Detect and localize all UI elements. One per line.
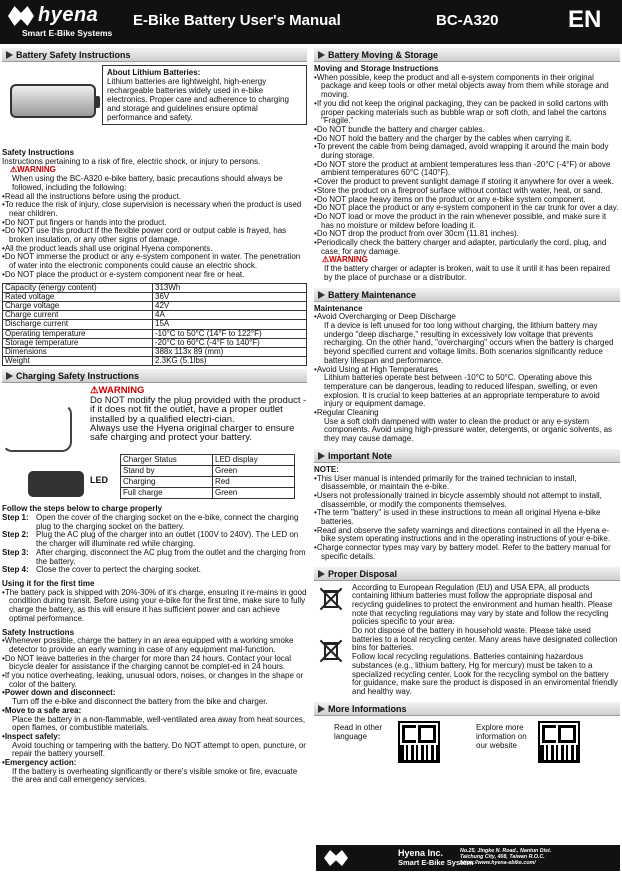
table-cell: Operating temperature xyxy=(3,329,153,338)
crossed-bin-icon xyxy=(316,584,346,614)
charger-cord-image xyxy=(2,404,72,452)
footer-address xyxy=(460,848,551,867)
moving-warning-text: If the battery charger or adapter is broken, wait to use it until it has been repaired by the place of purchase or a distributor. xyxy=(324,264,610,282)
charging-warning-text-2: Always use the Hyena original charger to ensure safe charging and protect your battery. xyxy=(90,423,295,444)
inspect-text: Avoid touching or tampering with the battery. Do NOT attempt to open, puncture, or repair the battery yourself. xyxy=(12,740,306,759)
list-item: • Do NOT place the product or e-system component near fire or heat. xyxy=(2,271,307,280)
charging-safety-title: Safety Instructions xyxy=(2,627,75,637)
list-item: • Do NOT immerse the product or any e-system component in water. The penetration of water into the electronic components could cause an electric shock. xyxy=(2,253,307,270)
list-item: Step 1: Open the cover of the charging socket on the e-bike, connect the charging plug to the charging socket on the battery. xyxy=(2,513,299,531)
warning-intro: When using the BC-A320 e-bike battery, basic precautions should always be followed, including the following: xyxy=(12,174,283,192)
section-heading-charging: Charging Safety Instructions xyxy=(2,369,307,383)
list-item: • Do NOT leave batteries in the charger for more than 24 hours. Contact your local bicycle dealer for assistance if the charging cannot be complet-ed in 24 hours. xyxy=(2,655,307,672)
moving-subtitle: Moving and Storage Instructions xyxy=(314,64,439,73)
charger-block xyxy=(2,386,307,503)
table-cell: 15A xyxy=(153,320,307,329)
section-heading-maintenance: Battery Maintenance xyxy=(314,288,620,302)
move-title: • Move to a safe area: xyxy=(2,707,307,716)
about-title: About Lithium Batteries: xyxy=(107,68,201,77)
section-heading-more-info: More Informations xyxy=(314,702,620,716)
website-link[interactable]: https://www.hyena-ebike.com/ xyxy=(460,860,536,867)
right-column xyxy=(314,48,620,775)
list-item: • Avoid Overcharging or Deep Discharge xyxy=(314,313,620,322)
list-item: • Read and observe the safety warnings and directions contained in all the Hyena e-bike system operating instructions and in the operating instructions of your e-bike. xyxy=(314,527,620,544)
disposal-text-2: Do not dispose of the battery in household waste. Please take used batteries to a local recycling center. Many areas have designated collection bins for batteries. xyxy=(352,626,618,653)
section-heading-battery-safety: Battery Safety Instructions xyxy=(2,48,307,62)
led-label: LED xyxy=(90,475,108,486)
list-item: • Do NOT store the product at ambient temperatures less than -20°C (-4°F) or above ambient temperatures 60°C (140°F). xyxy=(314,161,620,178)
model-number: BC-A320 xyxy=(436,12,499,29)
hyena-logo-icon xyxy=(8,6,34,26)
charger-image xyxy=(28,471,84,497)
maintenance-text-3: Use a soft cloth dampened with water to clean the product or any e-system components. Avoid using high-pressure water, detergents, or organic solvents, as they may cause damage. xyxy=(324,416,613,444)
list-item: • Do NOT hold the battery and the charger by the cables when carrying it. xyxy=(314,135,620,144)
table-cell: Storage temperature xyxy=(3,338,153,347)
footer-company: Hyena Inc. xyxy=(398,848,444,858)
list-item: • Store the product on a fireproof surface without contact with water, heat, or sand. xyxy=(314,187,620,196)
charging-warning xyxy=(90,386,307,442)
first-use-title: Using it for the first time xyxy=(2,579,95,588)
list-item: Step 2: Plug the AC plug of the charger into an outlet (100V to 240V). The LED on the charger will illuminate red while charging. xyxy=(2,530,299,549)
list-item: Step 4: Close the cover to pertect the charging socket. xyxy=(2,565,201,575)
table-row xyxy=(121,466,295,477)
table-cell: Stand by xyxy=(121,466,213,477)
hyena-logo-icon xyxy=(324,850,348,866)
table-cell: 36V xyxy=(153,292,307,301)
table-row xyxy=(121,455,295,466)
list-item: • Do NOT bundle the battery and charger cables. xyxy=(314,126,620,135)
footer-tagline: Smart E-Bike System xyxy=(398,858,474,867)
table-cell: 313Wh xyxy=(153,283,307,292)
table-cell: Charger Status xyxy=(121,455,213,466)
brand-name: hyena xyxy=(38,4,99,26)
about-block xyxy=(2,65,307,147)
address-line-1: No.25, Jingke N. Road., Nantun Dist. xyxy=(460,848,552,854)
table-row xyxy=(121,477,295,488)
table-row xyxy=(3,357,307,366)
list-item: • If you did not keep the original packaging, they can be packed in solid cartons with proper packing materials such as bubble wrap or soft cloth, and label the cartons "Fragile." xyxy=(314,100,620,126)
inspect-title: • Inspect safely: xyxy=(2,733,307,742)
spec-table xyxy=(2,283,307,367)
disposal-text-3: Follow local recycling regulations. Batteries containing hazardous substances (e.g., lithium battery, Hg for mercury) must be taken to a specialized recycling center. Look for the recycling symbol on the battery for guidance, make sure the product is disposed in an enviromental friendly and healthy way. xyxy=(352,652,618,696)
table-row xyxy=(3,329,307,338)
battery-image xyxy=(10,84,96,118)
list-item: • Cover the product to prevent sunlight damage if storing it anywhere for over a week. xyxy=(314,178,620,187)
table-cell: Discharge current xyxy=(3,320,153,329)
table-cell: Charge voltage xyxy=(3,301,153,310)
table-cell: Weight xyxy=(3,357,153,366)
charging-warning-text-1: Do NOT modify the plug provided with the product - if it does not fit the outlet, have a proper outlet installed by a qualified electri-cian. xyxy=(90,394,307,425)
table-cell: LED display xyxy=(213,455,295,466)
read-language-text: Read in other language xyxy=(334,722,383,741)
hyena-logo xyxy=(8,4,126,40)
table-cell: Rated voltage xyxy=(3,292,153,301)
list-item: • The term "battery" is used in these instructions to mean all original Hyena e-bike batteries. xyxy=(314,509,620,526)
warning-label: ⚠ WARNING xyxy=(10,166,307,175)
footer-bar xyxy=(316,845,620,871)
list-item: • Read all the instructions before using the product. xyxy=(2,193,307,202)
table-cell: Green xyxy=(213,488,295,499)
table-cell: 2.3KG (5.1lbs) xyxy=(153,357,307,366)
list-item: • All the product leads shall use original Hyena components. xyxy=(2,245,307,254)
explore-website-text: Explore more information on our website xyxy=(476,722,527,750)
about-text: Lithium batteries are lightweight, high-energy rechargeable batteries widely used in e-bike electronics. Proper care and adherence to charging and storage and guidelines ensure optimal performance and safety. xyxy=(107,77,289,122)
table-cell: Red xyxy=(213,477,295,488)
disposal-block xyxy=(314,584,620,697)
table-cell: Capacity (energy content) xyxy=(3,283,153,292)
list-item: • Do NOT load or move the product in the rain whenever possible, and make sure it has no moisture or mildew before loading it. xyxy=(314,213,620,230)
list-item: • Do NOT place the product or any e-system component in the car trunk for over a day. xyxy=(314,204,620,213)
table-cell: 42V xyxy=(153,301,307,310)
list-item: • Do NOT drop the product from over 30cm (11.81 inches). xyxy=(314,230,620,239)
table-cell: Charging xyxy=(121,477,213,488)
about-lithium-box xyxy=(102,65,307,125)
section-heading-disposal: Proper Disposal xyxy=(314,567,620,581)
steps-title: Follow the steps below to charge properly xyxy=(2,504,163,514)
brand-tagline: Smart E-Bike Systems xyxy=(22,28,113,38)
qr-code-website[interactable] xyxy=(538,721,580,763)
warning-label: ⚠ WARNING xyxy=(90,386,307,395)
move-text: Place the battery in a non-flammable, well-ventilated area away from heat sources, open flames, or combustible materials. xyxy=(12,714,306,733)
language-code: EN xyxy=(568,6,602,33)
table-row xyxy=(121,488,295,499)
more-info-block xyxy=(314,719,620,775)
manual-title: E-Bike Battery User's Manual xyxy=(133,12,341,29)
table-row xyxy=(3,283,307,292)
header-bar xyxy=(0,0,622,44)
table-cell: Dimensions xyxy=(3,347,153,356)
table-cell: 388x 113x 89 (mm) xyxy=(153,347,307,356)
list-item: • Do NOT put fingers or hands into the product. xyxy=(2,219,307,228)
list-item: • Regular Cleaning xyxy=(314,409,620,418)
table-cell: -20°C to 60°C (-4°F to 140°F) xyxy=(153,338,307,347)
table-cell: 4A xyxy=(153,311,307,320)
list-item: • Do NOT place heavy items on the product or any e-bike system component. xyxy=(314,196,620,205)
left-column xyxy=(2,48,307,785)
list-item: Step 3: After charging, disconnect the AC plug from the outlet and the charging from the battery. xyxy=(2,547,306,566)
list-item: • Charge connector types may vary by battery model. Refer to the battery manual for specific details. xyxy=(314,544,620,561)
crossed-bin-icon xyxy=(316,636,346,666)
section-heading-note: Important Note xyxy=(314,449,620,463)
power-text: Turn off the e-bike and disconnect the battery from the bike and charger. xyxy=(12,697,268,707)
list-item: • Whenever possible, charge the battery in an area equipped with a working smoke detector to provide an early warning in case of any equipment mal-function. xyxy=(2,637,307,654)
address-line-2: Taichung City, 408, Taiwan R.O.C. xyxy=(460,854,545,861)
list-item: • If you notice overheating, leaking, unusual odors, noises, or changes in the shape or color of the battery. xyxy=(2,672,307,689)
table-cell: -10°C to 50°C (14°F to 122°F) xyxy=(153,329,307,338)
note-label: NOTE: xyxy=(314,464,339,474)
list-item: • Periodically check the battery charger and adapter, particularly the cord, plug, and case, for any damage. xyxy=(314,239,620,256)
list-item: • Users not professionally trained in bicycle assembly should not attempt to install, disassemble, or modify the components themselves. xyxy=(314,492,620,509)
list-item: • This User manual is intended primarily for the trained technician to install, disassemble, or maintain the e-bike. xyxy=(314,475,620,492)
first-use-text: • The battery pack is shipped with 20%-30% of it's charge, ensuring it re-mains in good condition during transit. Before using your e-bike for the first time, make sure to fully charge the battery, as this will ensure it has sufficient power and can achieve optimal performance. xyxy=(2,589,307,624)
table-cell: Charge current xyxy=(3,311,153,320)
maintenance-text-1: If a device is left unused for too long without charging, the lithium battery may undergo "deep discharge," resulting in excessively low voltage that prevents recharging. On the other hand, "overcharging" occurs when the battery is charged beyond specified current and voltage limits. Both scenarios significantly reduce battery lifespan and performance. xyxy=(324,320,614,365)
qr-code-language[interactable] xyxy=(398,721,440,763)
warning-label: ⚠ WARNING xyxy=(322,256,620,265)
section-heading-moving: Battery Moving & Storage xyxy=(314,48,620,62)
safety-bullet-list xyxy=(2,193,307,280)
list-item: • Avoid Using at High Temperatures xyxy=(314,366,620,375)
emergency-title: • Emergency action: xyxy=(2,759,307,768)
list-item: • When possible, keep the product and all e-system components in their original package and keep tools or other metal objects away from them while storage and moving. xyxy=(314,74,620,100)
table-cell: Green xyxy=(213,466,295,477)
table-cell: Full charge xyxy=(121,488,213,499)
moving-bullet-list xyxy=(314,74,620,257)
led-status-table xyxy=(120,454,295,499)
emergency-text: If the battery is overheating significantly or there's visible smoke or fire, evacuate the area and call emergency services. xyxy=(12,766,298,785)
safety-instructions-text: Instructions pertaining to a risk of fire, electric shock, or injury to persons. xyxy=(2,156,261,166)
steps-list xyxy=(2,514,307,575)
table-row xyxy=(3,320,307,329)
safety-instructions-title: Safety Instructions xyxy=(2,148,75,157)
list-item: • To reduce the risk of injury, close supervision is necessary when the product is used near children. xyxy=(2,201,307,218)
list-item: • To prevent the cable from being damaged, avoid wrapping it around the main body during storage. xyxy=(314,143,620,160)
disposal-text-1: According to European Regulation (EU) and USA EPA, all products containing lithium batteries must follow the appropriate disposal and recycling guidelines to protect the environment and human health. Please note that recycling regulations may vary by state and follow the recycling policies specific to your area. xyxy=(352,582,613,627)
power-title: • Power down and disconnect: xyxy=(2,689,307,698)
maintenance-text-2: Lithium batteries operate best between -10°C to 50°C. Operating above this temperature can be dangerous, leading to reduced lifespan, swelling, or even explosion. It is crucial to keep batteries at an appropriate temperature to avoid injury or equipment damage. xyxy=(324,373,600,409)
list-item: • Do NOT use this product if the flexible power cord or output cable is frayed, has broken insulation, or any other signs of damage. xyxy=(2,227,307,244)
maintenance-subtitle: Maintenance xyxy=(314,303,363,313)
